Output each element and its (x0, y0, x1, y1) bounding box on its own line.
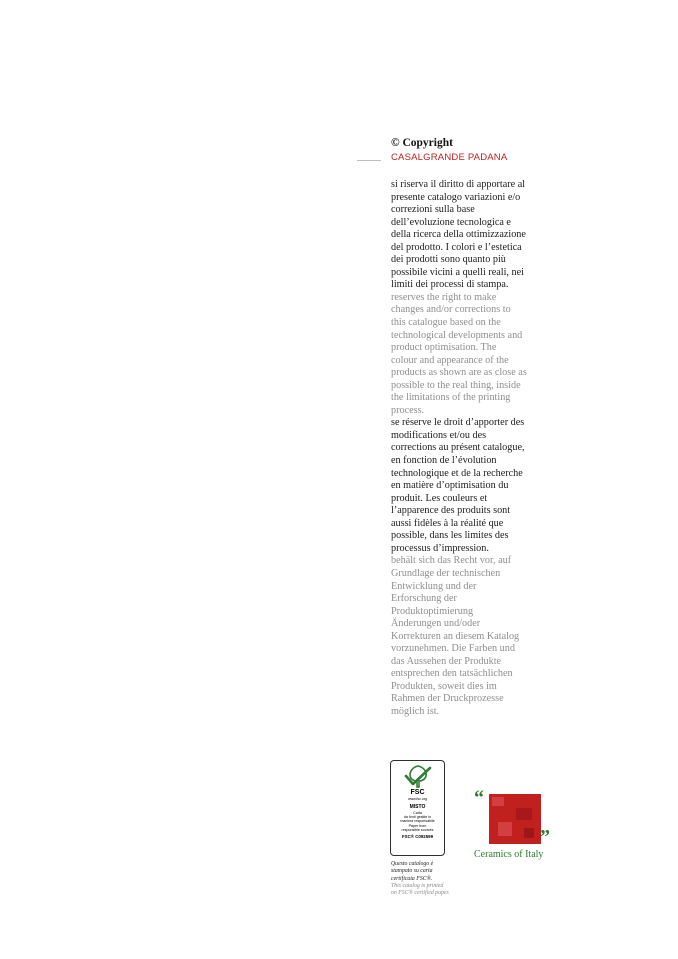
fsc-url: www.fsc.org (408, 797, 427, 801)
disclaimer-text (391, 179, 541, 719)
fsc-note-english: This catalog is printed on FSC® certified paper. (391, 882, 450, 897)
copyright-title: © Copyright (391, 137, 453, 149)
disclaimer-german: behält sich das Recht vor, auf Grundlage der technischen Entwicklung und der Erforschung der Produktoptimierung Änderungen und/oder Korrekturen an diesem Katalog vorzunehmen. Die Farben und das Aussehen der Produkte entsprechen den tatsächlichen Produkten, soweit dies im Rahmen der Druckprozesse möglich ist. (391, 555, 520, 717)
fsc-note (391, 861, 471, 897)
disclaimer-french: se réserve le droit d’apporter des modifications et/ou des corrections au présent catalogue, en fonction de l’évolution technologique et de la recherche en matière d’optimisation du produit. Les couleurs et l’apparence des produits sont aussi fidèles à la réalité que possible, dans les limites des processus d’impression. (391, 417, 525, 554)
ceramics-of-italy-text: Ceramics of Italy (474, 849, 544, 860)
brand-name: CASALGRANDE PADANA (391, 152, 508, 163)
fsc-code: FSC® C092599 (401, 834, 434, 840)
fsc-label: FSC (410, 789, 425, 796)
fsc-note-italian: Questo catalogo è stampato su carta certificata FSC®. (391, 861, 434, 882)
disclaimer-english: reserves the right to make changes and/or corrections to this catalogue based on the technological developments and product optimisation. The colour and appearance of the products as shown are as close as possible to the real thing, inside the limitations of the printing process. (391, 291, 527, 416)
svg-text:“: “ (474, 787, 484, 809)
fsc-logo (390, 760, 445, 856)
fsc-misto: MISTO (409, 804, 426, 810)
title-rule (357, 160, 381, 161)
fsc-description-it: Carta da fonti gestite in maniera responsabile (400, 811, 435, 824)
fsc-tree-check-icon (404, 764, 432, 790)
fsc-description-en: Paper from responsible sources (401, 824, 434, 833)
disclaimer-italian: si riserva il diritto di apportare al presente catalogo variazioni e/o correzioni sulla base dell’evoluzione tecnologica e della ricerca della ottimizzazione del prodotto. I colori e l’estetica dei prodotti sono quanto più possibile vicini a quelli reali, nei limiti dei processi di stampa. (391, 179, 526, 291)
svg-text:”: ” (540, 826, 550, 848)
